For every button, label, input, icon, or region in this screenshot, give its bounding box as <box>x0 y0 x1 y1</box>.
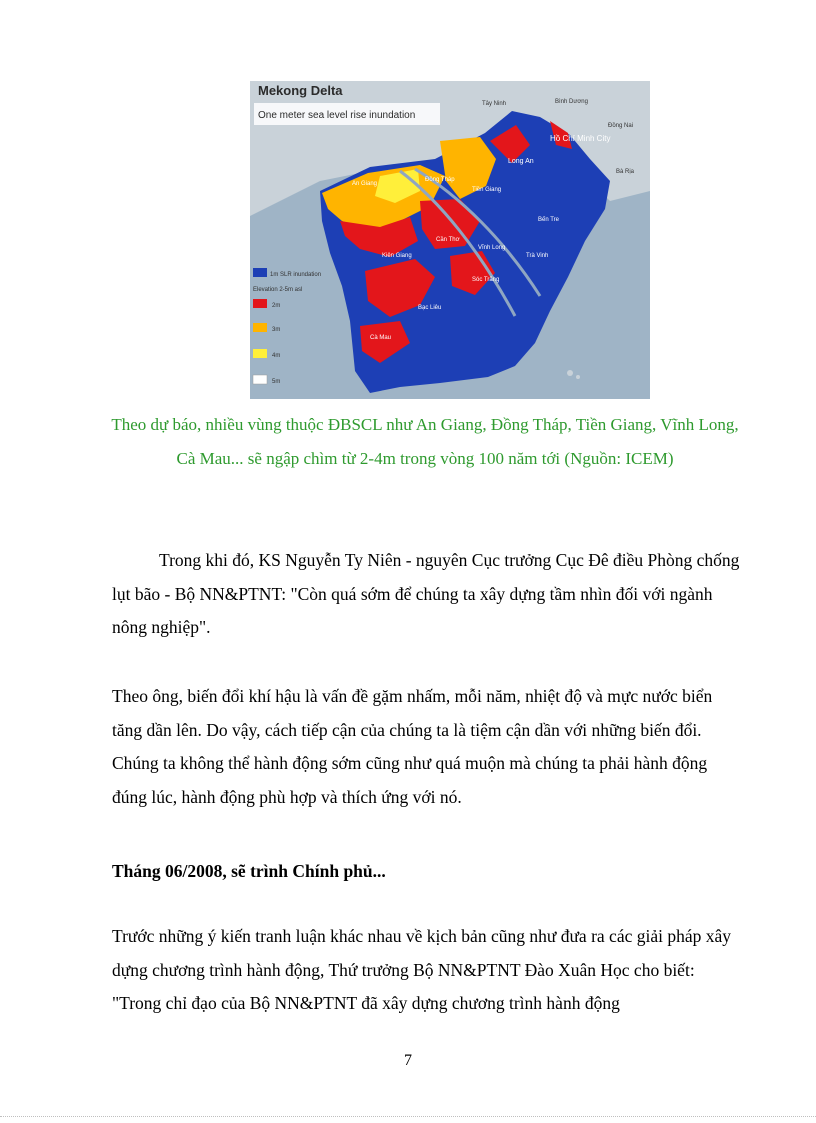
place-label-dong-thap: Đồng Tháp <box>425 177 455 183</box>
place-label-ca-mau: Cà Mau <box>370 335 392 341</box>
legend-swatch-3m <box>253 323 267 332</box>
legend-label-inundation: 1m SLR inundation <box>270 272 322 278</box>
map-graphic <box>250 81 650 399</box>
paragraph-3: Trước những ý kiến tranh luận khác nhau về kịch bản cũng như đưa ra các giải pháp xây dựng chương trình hành động, Thứ trưởng Bộ NN&PTNT Đào Xuân Học cho biết: "Trong chỉ đạo của Bộ NN&PTNT đã xây dựng chương trình hành động <box>112 926 732 1013</box>
section-heading: Tháng 06/2008, sẽ trình Chính phủ... <box>112 861 386 881</box>
legend-swatch-2m <box>253 299 267 308</box>
legend-label-4m: 4m <box>272 353 281 359</box>
place-label-binh-duong: Bình Dương <box>555 99 588 105</box>
paragraph-2: Theo ông, biến đổi khí hậu là vấn đề gặm nhấm, mỗi năm, nhiệt độ và mực nước biển tăng dần lên. Do vậy, cách tiếp cận của chúng ta là tiệm cận dần với những biến đổi. Chúng ta không thể hành động sớm cũng như quá muộn mà chúng ta phải hành động đúng lúc, hành động phù hợp và thích ứng với nó. <box>112 686 713 807</box>
legend-label-3m: 3m <box>272 327 281 333</box>
legend-label-5m: 5m <box>272 379 281 385</box>
legend-label-2m: 2m <box>272 303 281 309</box>
map-title: Mekong Delta <box>258 83 343 98</box>
map-subtitle: One meter sea level rise inundation <box>258 110 416 121</box>
legend-swatch-5m <box>253 375 267 384</box>
legend-header-elevation: Elevation 2-5m asl <box>253 287 303 293</box>
page-number: 7 <box>404 1052 412 1069</box>
place-label-vinh-long: Vĩnh Long <box>478 245 506 251</box>
figure-caption: Theo dự báo, nhiều vùng thuộc ĐBSCL như An Giang, Đồng Tháp, Tiền Giang, Vĩnh Long, Cà Mau... sẽ ngập chìm từ 2-4m trong vòng 100 năm tới (Nguồn: ICEM) <box>111 415 739 468</box>
place-label-soc-trang: Sóc Trăng <box>472 277 500 283</box>
place-label-bac-lieu: Bạc Liêu <box>418 305 442 311</box>
place-label-kien-giang: Kiên Giang <box>382 253 412 259</box>
place-label-can-tho: Cần Thơ <box>436 237 460 243</box>
place-label-tien-giang: Tiền Giang <box>472 187 502 193</box>
island <box>567 370 573 376</box>
place-label-ben-tre: Bến Tre <box>538 217 560 223</box>
place-label-tra-vinh: Trà Vinh <box>526 253 549 259</box>
legend-swatch-4m <box>253 349 267 358</box>
legend-swatch-inundation <box>253 268 267 277</box>
page-border-line <box>0 1116 816 1117</box>
place-label-an-giang: An Giang <box>352 181 378 187</box>
place-label-hcm: Hồ Chí Minh City <box>550 134 611 143</box>
island <box>576 375 580 379</box>
mekong-delta-map <box>250 81 650 399</box>
place-label-tay-ninh: Tây Ninh <box>482 101 507 107</box>
place-label-dong-nai: Đồng Nai <box>608 123 634 129</box>
paragraph-1: Trong khi đó, KS Nguyễn Ty Niên - nguyên Cục trưởng Cục Đê điều Phòng chống lụt bão - Bộ NN&PTNT: "Còn quá sớm để chúng ta xây dựng tầm nhìn đối với ngành nông nghiệp". <box>112 550 740 637</box>
place-label-ba-ria: Bà Rịa <box>616 169 635 175</box>
place-label-long-an: Long An <box>508 158 534 165</box>
